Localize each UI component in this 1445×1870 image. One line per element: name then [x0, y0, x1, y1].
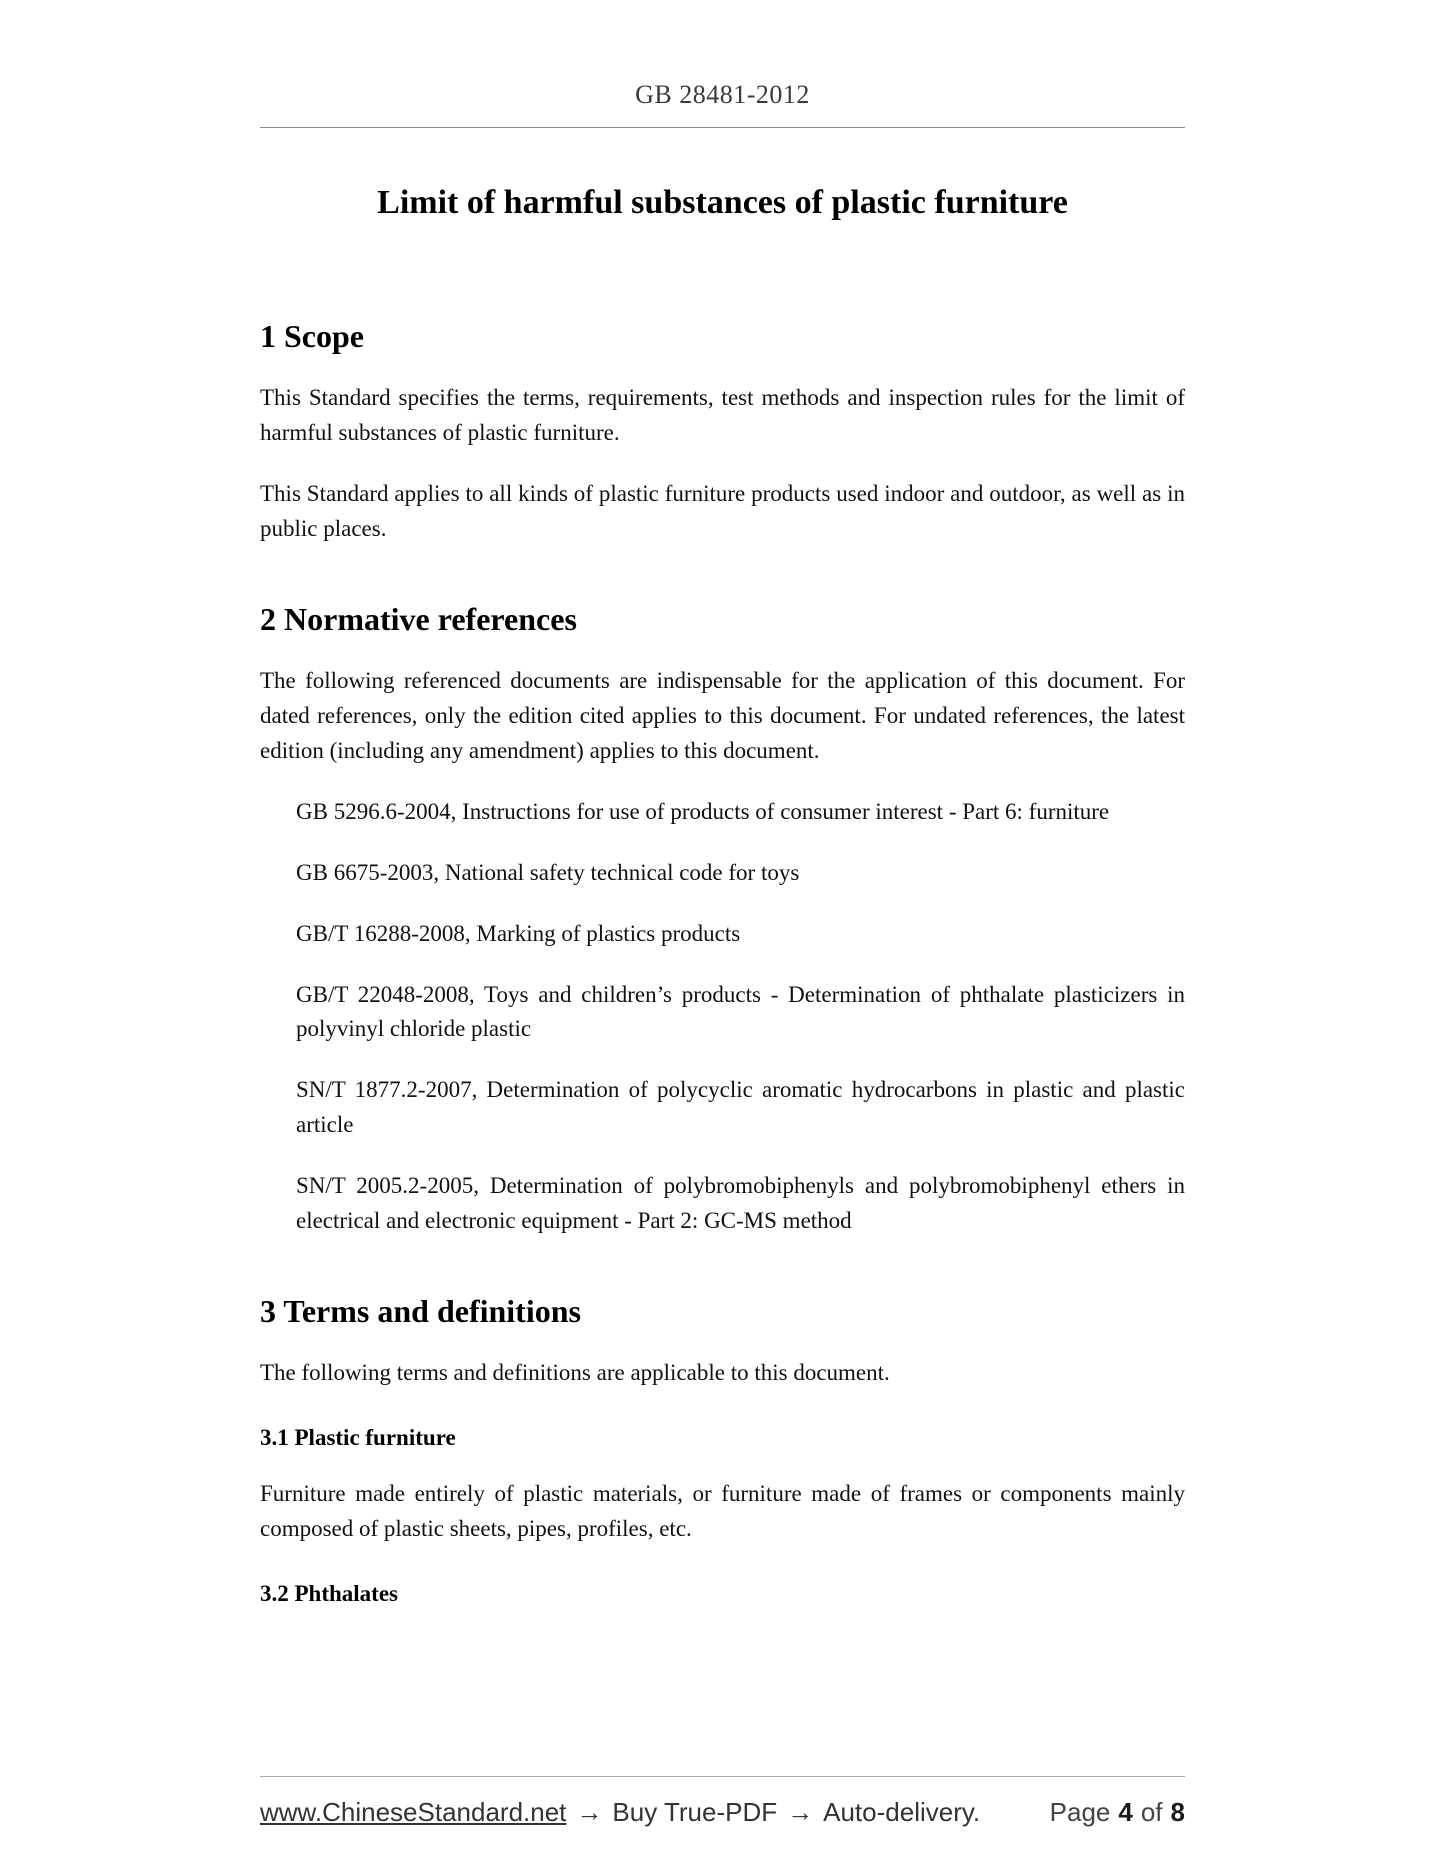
total-page-number: 8 [1170, 1797, 1185, 1827]
scope-paragraph-2: This Standard applies to all kinds of plastic furniture products used indoor and outdoor, as well as in public places. [260, 480, 1185, 541]
plastic-furniture-definition: Furniture made entirely of plastic materials, or furniture made of frames or components mainly composed of plastic sheets, pipes, profiles, etc. [260, 1481, 1185, 1542]
section-heading-scope: 1 Scope [260, 318, 364, 354]
document-number: GB 28481-2012 [635, 80, 810, 109]
page-content [260, 0, 1185, 1607]
footer-left-group [260, 1797, 980, 1828]
reference-item: GB 6675-2003, National safety technical code for toys [296, 859, 800, 885]
header-divider [260, 127, 1185, 128]
of-label: of [1140, 1797, 1163, 1827]
reference-item: SN/T 2005.2-2005, Determination of polybromobiphenyls and polybromobiphenyl ethers in electrical and electronic equipment - Part 2: GC-MS method [296, 1173, 1185, 1234]
footer-delivery-label: Auto-delivery. [823, 1797, 981, 1827]
page-footer [260, 1776, 1185, 1828]
reference-item: GB/T 16288-2008, Marking of plastics products [296, 920, 741, 946]
reference-item: SN/T 1877.2-2007, Determination of polycyclic aromatic hydrocarbons in plastic and plastic article [296, 1077, 1185, 1138]
normative-intro-paragraph: The following referenced documents are indispensable for the application of this document. For dated references, only the edition cited applies to this document. For undated references, the latest edition (including any amendment) applies to this document. [260, 667, 1185, 763]
terms-intro-paragraph: The following terms and definitions are applicable to this document. [260, 1360, 890, 1386]
document-title: Limit of harmful substances of plastic furniture [377, 184, 1068, 221]
page-label: Page [1049, 1797, 1111, 1827]
footer-buy-label: Buy True-PDF [612, 1797, 778, 1827]
reference-item: GB 5296.6-2004, Instructions for use of products of consumer interest - Part 6: furniture [296, 798, 1110, 824]
page-indicator [1050, 1797, 1185, 1828]
section-heading-terms-definitions: 3 Terms and definitions [260, 1293, 581, 1330]
arrow-icon: → [576, 1797, 603, 1827]
reference-item: GB/T 22048-2008, Toys and children’s products - Determination of phthalate plasticizers in polyvinyl chloride plastic [296, 981, 1185, 1042]
subsection-heading-plastic-furniture: 3.1 Plastic furniture [260, 1425, 456, 1451]
footer-site-link[interactable]: www.ChineseStandard.net [260, 1797, 567, 1827]
scope-paragraph-1: This Standard specifies the terms, requirements, test methods and inspection rules for the limit of harmful substances of plastic furniture. [260, 385, 1185, 445]
arrow-icon: → [787, 1797, 814, 1827]
subsection-heading-phthalates: 3.2 Phthalates [260, 1581, 398, 1607]
current-page-number: 4 [1118, 1797, 1133, 1827]
section-heading-normative-references: 2 Normative references [260, 600, 577, 637]
